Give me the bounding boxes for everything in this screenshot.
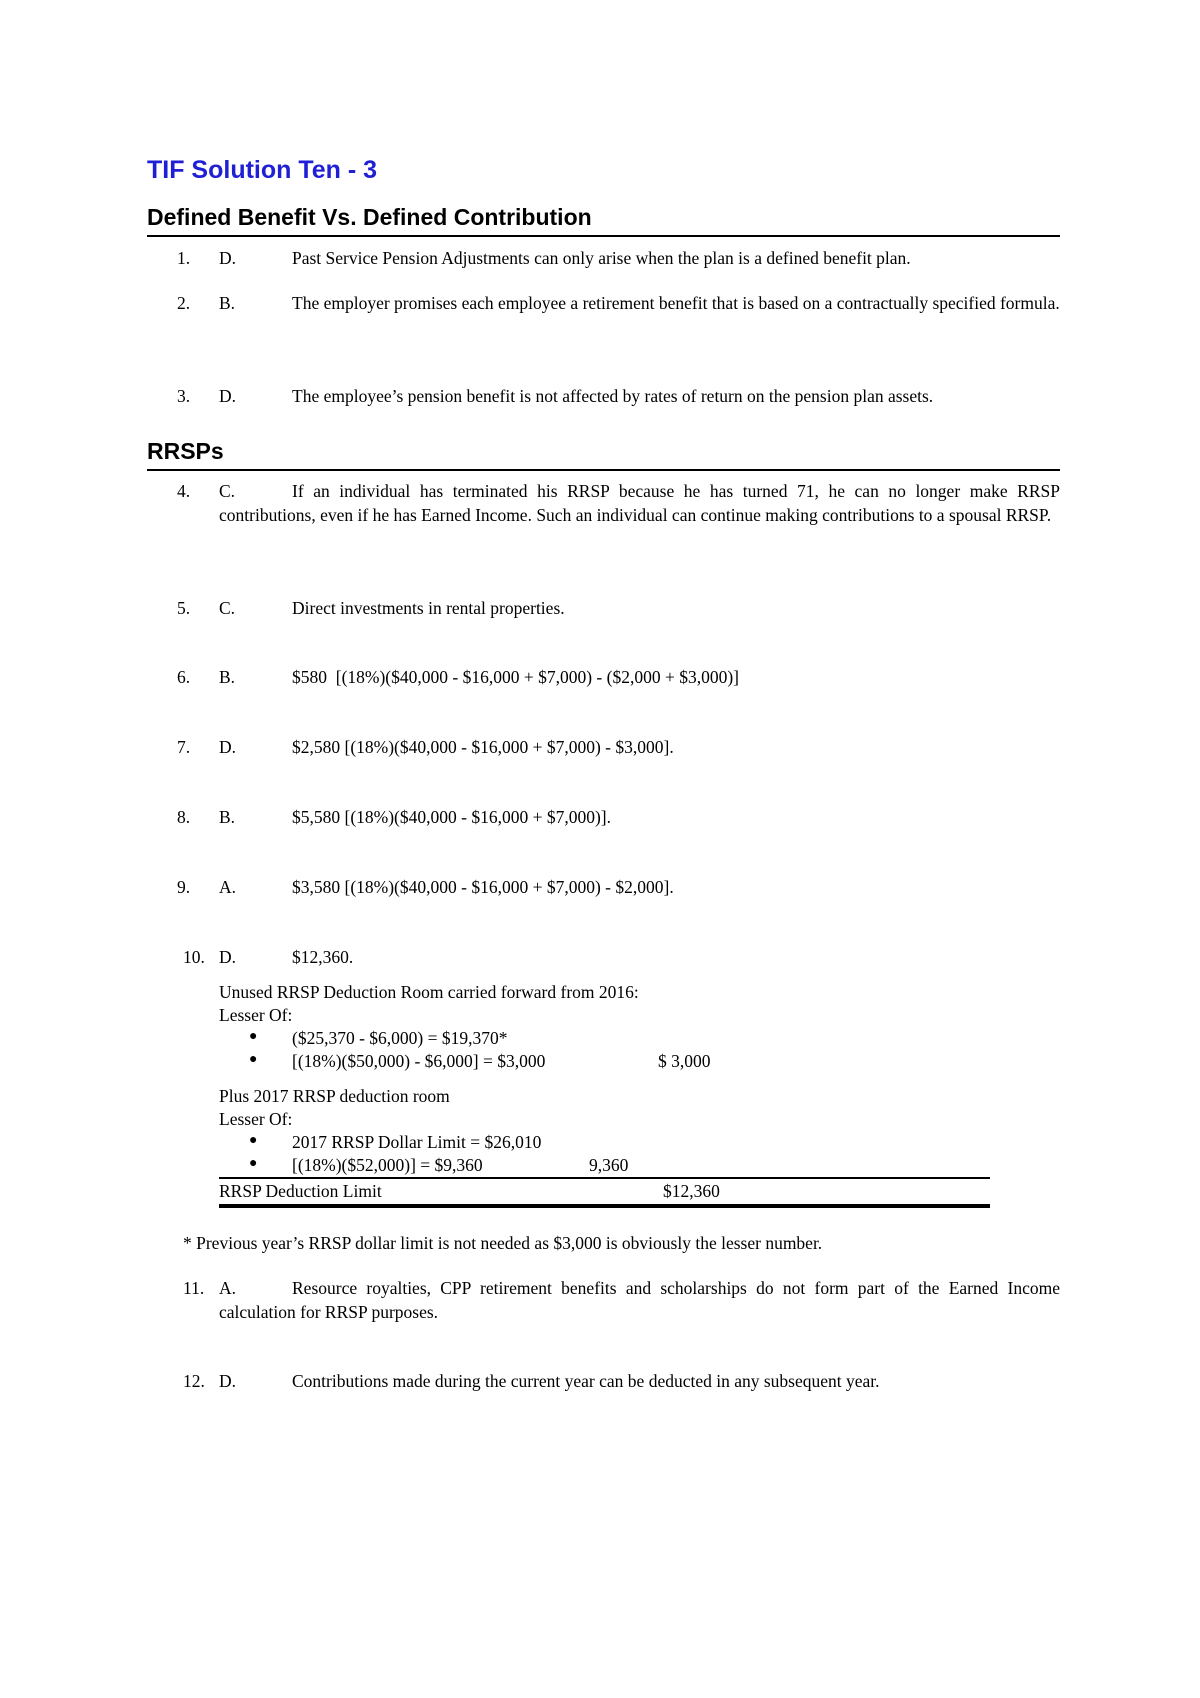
item-number: 7. xyxy=(177,737,191,757)
answer-letter: D. xyxy=(219,248,237,268)
answer-text: Contributions made during the current year can be deducted in any subsequent year. xyxy=(292,1371,880,1391)
footnote: * Previous year’s RRSP dollar limit is not needed as $3,000 is obviously the lesser number. xyxy=(183,1233,823,1253)
answer-text: $3,580 [(18%)($40,000 - $16,000 + $7,000) - $2,000]. xyxy=(292,877,674,897)
item-number: 10. xyxy=(183,947,205,967)
answer-letter: D. xyxy=(219,386,237,406)
answer-text: $12,360. xyxy=(292,947,354,967)
item-number: 4. xyxy=(177,481,191,501)
answer-letter: A. xyxy=(219,1278,237,1298)
calc-bullet: [(18%)($50,000) - $6,000] = $3,000 xyxy=(292,1051,546,1071)
answer-letter: D. xyxy=(219,737,237,757)
item-number: 12. xyxy=(183,1371,205,1391)
item-number: 8. xyxy=(177,807,191,827)
section-heading-db-vs-dc: Defined Benefit Vs. Defined Contribution xyxy=(147,204,1060,237)
item-number: 3. xyxy=(177,386,191,406)
calc-amount: 9,360 xyxy=(589,1155,629,1175)
answer-text: The employee’s pension benefit is not affected by rates of return on the pension plan assets. xyxy=(292,386,934,406)
item-number: 11. xyxy=(183,1278,205,1298)
divider xyxy=(219,1204,990,1208)
calc-lesser-of: Lesser Of: xyxy=(219,1005,293,1025)
answer-text: Past Service Pension Adjustments can only arise when the plan is a defined benefit plan. xyxy=(292,248,911,268)
answer-letter: A. xyxy=(219,877,237,897)
page-title: TIF Solution Ten - 3 xyxy=(147,156,378,184)
divider xyxy=(219,1177,990,1179)
answer-text: Direct investments in rental properties. xyxy=(292,598,565,618)
calc-bullet: 2017 RRSP Dollar Limit = $26,010 xyxy=(292,1132,542,1152)
calc-bullet: [(18%)($52,000)] = $9,360 xyxy=(292,1155,483,1175)
answer-text: If an individual has terminated his RRSP because he has turned 71, he can no longer make RRSP contributions, even if he has Earned Income. Such an individual can continue making contributions to a spousal RRSP. xyxy=(219,481,1060,525)
bullet-icon: ● xyxy=(249,1052,258,1067)
item-number: 2. xyxy=(177,293,191,313)
answer-letter: B. xyxy=(219,807,236,827)
item-number: 9. xyxy=(177,877,191,897)
calc-total-label: RRSP Deduction Limit xyxy=(219,1181,382,1201)
calc-bullet: ($25,370 - $6,000) = $19,370* xyxy=(292,1028,508,1048)
calc-unused-heading: Unused RRSP Deduction Room carried forward from 2016: xyxy=(219,982,639,1002)
answer-letter: D. xyxy=(219,1371,237,1391)
section-heading-rrsps: RRSPs xyxy=(147,438,1060,471)
answer-letter: C. xyxy=(219,481,236,501)
bullet-icon: ● xyxy=(249,1133,258,1148)
item-number: 5. xyxy=(177,598,191,618)
item-number: 6. xyxy=(177,667,191,687)
calc-lesser-of: Lesser Of: xyxy=(219,1109,293,1129)
answer-text: The employer promises each employee a retirement benefit that is based on a contractually specified formula. xyxy=(292,293,1060,313)
answer-letter: B. xyxy=(219,667,236,687)
answer-text: Resource royalties, CPP retirement benefits and scholarships do not form part of the Earned Income calculation for RRSP purposes. xyxy=(219,1278,1060,1322)
answer-text: $580 [(18%)($40,000 - $16,000 + $7,000) - ($2,000 + $3,000)] xyxy=(292,667,739,687)
answer-letter: C. xyxy=(219,598,236,618)
answer-text: $5,580 [(18%)($40,000 - $16,000 + $7,000)]. xyxy=(292,807,611,827)
item-number: 1. xyxy=(177,248,191,268)
calc-total-amount: $12,360 xyxy=(663,1181,720,1201)
answer-letter: D. xyxy=(219,947,237,967)
bullet-icon: ● xyxy=(249,1156,258,1171)
calc-plus-heading: Plus 2017 RRSP deduction room xyxy=(219,1086,450,1106)
calc-amount: $ 3,000 xyxy=(658,1051,711,1071)
answer-letter: B. xyxy=(219,293,236,313)
bullet-icon: ● xyxy=(249,1029,258,1044)
answer-text: $2,580 [(18%)($40,000 - $16,000 + $7,000) - $3,000]. xyxy=(292,737,674,757)
